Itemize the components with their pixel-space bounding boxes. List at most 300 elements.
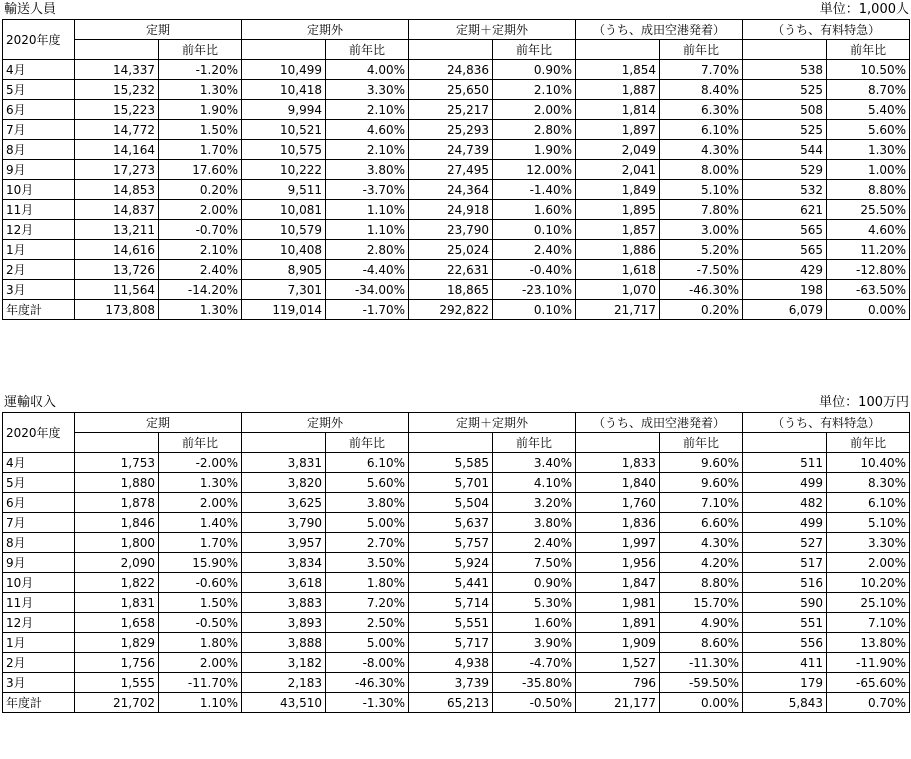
ratio-cell: 0.20% (159, 180, 242, 200)
ratio-cell: 8.60% (660, 633, 743, 653)
ratio-cell: 1.50% (159, 593, 242, 613)
ratio-cell: 5.60% (827, 120, 910, 140)
value-cell: 25,024 (409, 240, 493, 260)
value-cell: 10,418 (242, 80, 326, 100)
group-header-teikigai: 定期外 (242, 413, 409, 433)
ratio-cell: 15.90% (159, 553, 242, 573)
ratio-cell: -11.90% (827, 653, 910, 673)
ratio-subheader: 前年比 (660, 40, 743, 60)
ratio-subheader: 前年比 (159, 40, 242, 60)
ratio-cell: 5.10% (827, 513, 910, 533)
ratio-cell: -63.50% (827, 280, 910, 300)
row-label: 2月 (3, 653, 75, 673)
table-row (3, 160, 910, 180)
section-caption (2, 0, 909, 19)
value-cell: 3,957 (242, 533, 326, 553)
ratio-cell: 7.70% (660, 60, 743, 80)
value-cell: 3,625 (242, 493, 326, 513)
value-cell: 1,981 (576, 593, 660, 613)
value-cell: 532 (743, 180, 827, 200)
value-cell: 24,364 (409, 180, 493, 200)
value-cell: 3,834 (242, 553, 326, 573)
value-cell: 3,831 (242, 453, 326, 473)
table-row (3, 593, 910, 613)
table-row (3, 493, 910, 513)
group-header-narita: （うち、成田空港発着） (576, 413, 743, 433)
ratio-cell: 4.60% (827, 220, 910, 240)
ratio-cell: 2.80% (493, 120, 576, 140)
ratio-cell: 2.70% (326, 533, 409, 553)
value-cell: 429 (743, 260, 827, 280)
value-subheader (409, 433, 493, 453)
ratio-cell: -11.30% (660, 653, 743, 673)
ratio-cell: 0.70% (827, 693, 910, 713)
value-cell: 14,772 (75, 120, 159, 140)
row-label: 4月 (3, 60, 75, 80)
value-cell: 14,837 (75, 200, 159, 220)
ratio-subheader: 前年比 (827, 433, 910, 453)
ratio-subheader: 前年比 (326, 433, 409, 453)
value-cell: 3,618 (242, 573, 326, 593)
ratio-cell: -3.70% (326, 180, 409, 200)
ratio-cell: 2.40% (493, 533, 576, 553)
value-cell: 22,631 (409, 260, 493, 280)
value-cell: 621 (743, 200, 827, 220)
ratio-cell: 1.70% (159, 533, 242, 553)
value-cell: 119,014 (242, 300, 326, 320)
row-label: 10月 (3, 573, 75, 593)
group-header-express: （うち、有料特急） (743, 20, 910, 40)
ratio-cell: 5.60% (326, 473, 409, 493)
ratio-cell: 8.30% (827, 473, 910, 493)
row-label: 9月 (3, 160, 75, 180)
ratio-cell: 2.10% (326, 100, 409, 120)
table-row (3, 673, 910, 693)
value-cell: 8,905 (242, 260, 326, 280)
ratio-cell: 17.60% (159, 160, 242, 180)
ratio-cell: 1.80% (159, 633, 242, 653)
value-cell: 1,760 (576, 493, 660, 513)
ratio-cell: 0.20% (660, 300, 743, 320)
row-label: 12月 (3, 613, 75, 633)
value-cell: 14,853 (75, 180, 159, 200)
value-cell: 25,650 (409, 80, 493, 100)
group-header-total: 定期＋定期外 (409, 413, 576, 433)
ratio-cell: 1.90% (159, 100, 242, 120)
value-cell: 5,714 (409, 593, 493, 613)
passengers-table (2, 19, 910, 320)
value-cell: 10,575 (242, 140, 326, 160)
ratio-cell: 1.60% (493, 613, 576, 633)
row-label: 10月 (3, 180, 75, 200)
value-cell: 15,223 (75, 100, 159, 120)
ratio-cell: 13.80% (827, 633, 910, 653)
ratio-cell: 2.40% (493, 240, 576, 260)
value-cell: 1,909 (576, 633, 660, 653)
value-cell: 1,854 (576, 60, 660, 80)
row-label: 7月 (3, 513, 75, 533)
ratio-cell: 5.00% (326, 633, 409, 653)
ratio-cell: 1.90% (493, 140, 576, 160)
value-cell: 198 (743, 280, 827, 300)
ratio-subheader: 前年比 (493, 433, 576, 453)
section-title: 輸送人員 (4, 2, 57, 17)
ratio-cell: 25.10% (827, 593, 910, 613)
row-label: 7月 (3, 120, 75, 140)
value-cell: 179 (743, 673, 827, 693)
table-row (3, 453, 910, 473)
ratio-cell: 10.50% (827, 60, 910, 80)
value-cell: 2,049 (576, 140, 660, 160)
value-cell: 3,739 (409, 673, 493, 693)
ratio-cell: -1.20% (159, 60, 242, 80)
ratio-cell: 3.50% (326, 553, 409, 573)
table-row (3, 573, 910, 593)
ratio-cell: 1.10% (159, 693, 242, 713)
ratio-cell: 4.60% (326, 120, 409, 140)
table-row (3, 653, 910, 673)
unit-label: 単位：1,000人 (819, 2, 909, 17)
ratio-cell: -0.60% (159, 573, 242, 593)
ratio-cell: 5.20% (660, 240, 743, 260)
row-label: 1月 (3, 240, 75, 260)
value-cell: 1,527 (576, 653, 660, 673)
value-cell: 538 (743, 60, 827, 80)
value-cell: 511 (743, 453, 827, 473)
value-cell: 9,994 (242, 100, 326, 120)
ratio-cell: -4.70% (493, 653, 576, 673)
value-cell: 1,756 (75, 653, 159, 673)
group-header-teiki: 定期 (75, 413, 242, 433)
group-header-total: 定期＋定期外 (409, 20, 576, 40)
ratio-cell: -1.30% (326, 693, 409, 713)
group-header-express: （うち、有料特急） (743, 413, 910, 433)
value-cell: 1,822 (75, 573, 159, 593)
ratio-cell: 5.40% (827, 100, 910, 120)
value-cell: 3,888 (242, 633, 326, 653)
value-cell: 1,849 (576, 180, 660, 200)
value-cell: 1,753 (75, 453, 159, 473)
ratio-cell: 2.40% (159, 260, 242, 280)
revenue-section (2, 393, 909, 713)
ratio-cell: 1.30% (827, 140, 910, 160)
value-cell: 517 (743, 553, 827, 573)
ratio-cell: 1.30% (159, 80, 242, 100)
table-row (3, 140, 910, 160)
value-cell: 23,790 (409, 220, 493, 240)
ratio-cell: -23.10% (493, 280, 576, 300)
ratio-cell: 11.20% (827, 240, 910, 260)
ratio-cell: 15.70% (660, 593, 743, 613)
ratio-cell: 3.30% (827, 533, 910, 553)
value-cell: 1,847 (576, 573, 660, 593)
value-subheader (743, 40, 827, 60)
value-cell: 1,886 (576, 240, 660, 260)
row-label: 8月 (3, 140, 75, 160)
value-cell: 3,182 (242, 653, 326, 673)
table-row (3, 180, 910, 200)
ratio-cell: -7.50% (660, 260, 743, 280)
row-label: 3月 (3, 280, 75, 300)
ratio-cell: 3.80% (493, 513, 576, 533)
ratio-cell: -8.00% (326, 653, 409, 673)
ratio-cell: -65.60% (827, 673, 910, 693)
value-cell: 525 (743, 80, 827, 100)
ratio-cell: 6.10% (827, 493, 910, 513)
ratio-cell: 5.00% (326, 513, 409, 533)
ratio-cell: -14.20% (159, 280, 242, 300)
group-header-teiki: 定期 (75, 20, 242, 40)
ratio-cell: 6.60% (660, 513, 743, 533)
ratio-subheader: 前年比 (159, 433, 242, 453)
table-row (3, 473, 910, 493)
value-subheader (409, 40, 493, 60)
value-cell: 13,726 (75, 260, 159, 280)
value-cell: 3,883 (242, 593, 326, 613)
value-cell: 411 (743, 653, 827, 673)
ratio-cell: 1.80% (326, 573, 409, 593)
ratio-cell: 3.30% (326, 80, 409, 100)
ratio-cell: 1.30% (159, 473, 242, 493)
ratio-cell: 1.10% (326, 200, 409, 220)
value-cell: 1,997 (576, 533, 660, 553)
ratio-cell: -59.50% (660, 673, 743, 693)
ratio-cell: -0.40% (493, 260, 576, 280)
value-cell: 1,956 (576, 553, 660, 573)
value-cell: 544 (743, 140, 827, 160)
ratio-cell: -4.40% (326, 260, 409, 280)
ratio-cell: 7.10% (660, 493, 743, 513)
value-cell: 5,701 (409, 473, 493, 493)
value-cell: 508 (743, 100, 827, 120)
value-cell: 1,814 (576, 100, 660, 120)
table-row (3, 633, 910, 653)
ratio-cell: 2.10% (493, 80, 576, 100)
row-label: 5月 (3, 473, 75, 493)
value-subheader (242, 40, 326, 60)
table-row (3, 280, 910, 300)
value-cell: 24,739 (409, 140, 493, 160)
value-cell: 482 (743, 493, 827, 513)
ratio-cell: 2.10% (326, 140, 409, 160)
value-cell: 5,585 (409, 453, 493, 473)
ratio-cell: 7.20% (326, 593, 409, 613)
unit-label: 単位：100万円 (819, 395, 909, 410)
ratio-cell: 7.80% (660, 200, 743, 220)
ratio-cell: 3.00% (660, 220, 743, 240)
row-label: 6月 (3, 493, 75, 513)
value-cell: 43,510 (242, 693, 326, 713)
row-label: 11月 (3, 200, 75, 220)
value-cell: 24,836 (409, 60, 493, 80)
ratio-cell: 7.10% (827, 613, 910, 633)
ratio-cell: 4.10% (493, 473, 576, 493)
ratio-subheader: 前年比 (493, 40, 576, 60)
value-cell: 15,232 (75, 80, 159, 100)
value-cell: 10,408 (242, 240, 326, 260)
value-cell: 3,893 (242, 613, 326, 633)
table-row (3, 80, 910, 100)
table-row (3, 513, 910, 533)
ratio-cell: -12.80% (827, 260, 910, 280)
row-label: 11月 (3, 593, 75, 613)
value-cell: 1,897 (576, 120, 660, 140)
table-row (3, 533, 910, 553)
year-header: 2020年度 (3, 20, 75, 60)
ratio-cell: 1.70% (159, 140, 242, 160)
table-row (3, 613, 910, 633)
ratio-cell: 4.30% (660, 533, 743, 553)
row-label: 年度計 (3, 300, 75, 320)
ratio-cell: 4.00% (326, 60, 409, 80)
value-cell: 173,808 (75, 300, 159, 320)
ratio-cell: 8.80% (660, 573, 743, 593)
ratio-cell: -11.70% (159, 673, 242, 693)
value-cell: 25,217 (409, 100, 493, 120)
value-cell: 556 (743, 633, 827, 653)
value-cell: 6,079 (743, 300, 827, 320)
value-cell: 1,840 (576, 473, 660, 493)
ratio-cell: 8.70% (827, 80, 910, 100)
value-cell: 1,070 (576, 280, 660, 300)
value-cell: 5,637 (409, 513, 493, 533)
ratio-cell: -0.50% (159, 613, 242, 633)
value-cell: 10,579 (242, 220, 326, 240)
value-cell: 499 (743, 513, 827, 533)
ratio-cell: -0.50% (493, 693, 576, 713)
value-cell: 2,041 (576, 160, 660, 180)
value-subheader (576, 40, 660, 60)
value-cell: 21,717 (576, 300, 660, 320)
value-cell: 14,616 (75, 240, 159, 260)
value-cell: 796 (576, 673, 660, 693)
value-cell: 25,293 (409, 120, 493, 140)
row-label: 3月 (3, 673, 75, 693)
ratio-cell: 2.00% (493, 100, 576, 120)
value-cell: 5,717 (409, 633, 493, 653)
ratio-cell: 3.40% (493, 453, 576, 473)
value-cell: 21,702 (75, 693, 159, 713)
ratio-cell: 0.10% (493, 300, 576, 320)
table-row (3, 220, 910, 240)
value-cell: 5,843 (743, 693, 827, 713)
ratio-cell: 3.90% (493, 633, 576, 653)
ratio-cell: 4.30% (660, 140, 743, 160)
value-cell: 17,273 (75, 160, 159, 180)
ratio-cell: 4.90% (660, 613, 743, 633)
ratio-cell: 5.10% (660, 180, 743, 200)
value-cell: 1,618 (576, 260, 660, 280)
row-label: 1月 (3, 633, 75, 653)
ratio-cell: 2.00% (827, 553, 910, 573)
ratio-cell: 8.80% (827, 180, 910, 200)
value-cell: 5,504 (409, 493, 493, 513)
table-row (3, 553, 910, 573)
ratio-cell: 0.00% (660, 693, 743, 713)
value-cell: 525 (743, 120, 827, 140)
value-cell: 2,090 (75, 553, 159, 573)
value-cell: 4,938 (409, 653, 493, 673)
ratio-cell: 6.10% (660, 120, 743, 140)
ratio-cell: 0.10% (493, 220, 576, 240)
value-cell: 24,918 (409, 200, 493, 220)
value-cell: 565 (743, 240, 827, 260)
ratio-cell: 2.00% (159, 200, 242, 220)
row-label: 5月 (3, 80, 75, 100)
value-cell: 27,495 (409, 160, 493, 180)
value-cell: 10,081 (242, 200, 326, 220)
value-cell: 5,924 (409, 553, 493, 573)
group-header-teikigai: 定期外 (242, 20, 409, 40)
section-title: 運輸収入 (4, 395, 57, 410)
value-cell: 1,658 (75, 613, 159, 633)
row-label: 8月 (3, 533, 75, 553)
value-cell: 5,757 (409, 533, 493, 553)
value-cell: 14,164 (75, 140, 159, 160)
table-row (3, 240, 910, 260)
table-row (3, 260, 910, 280)
section-caption (2, 393, 909, 412)
ratio-cell: 6.30% (660, 100, 743, 120)
value-cell: 5,551 (409, 613, 493, 633)
ratio-subheader: 前年比 (660, 433, 743, 453)
ratio-cell: 2.80% (326, 240, 409, 260)
ratio-cell: 1.10% (326, 220, 409, 240)
ratio-cell: 3.20% (493, 493, 576, 513)
ratio-cell: 8.00% (660, 160, 743, 180)
value-cell: 516 (743, 573, 827, 593)
ratio-cell: -0.70% (159, 220, 242, 240)
ratio-cell: 10.40% (827, 453, 910, 473)
row-label: 9月 (3, 553, 75, 573)
ratio-cell: 1.50% (159, 120, 242, 140)
value-cell: 1,846 (75, 513, 159, 533)
value-subheader (242, 433, 326, 453)
ratio-cell: 2.50% (326, 613, 409, 633)
ratio-cell: 0.90% (493, 573, 576, 593)
value-cell: 11,564 (75, 280, 159, 300)
ratio-cell: 6.10% (326, 453, 409, 473)
value-cell: 10,499 (242, 60, 326, 80)
year-header: 2020年度 (3, 413, 75, 453)
value-cell: 7,301 (242, 280, 326, 300)
value-cell: 1,880 (75, 473, 159, 493)
value-subheader (743, 433, 827, 453)
value-cell: 1,891 (576, 613, 660, 633)
value-cell: 551 (743, 613, 827, 633)
value-cell: 9,511 (242, 180, 326, 200)
ratio-subheader: 前年比 (827, 40, 910, 60)
ratio-cell: 1.00% (827, 160, 910, 180)
row-label: 2月 (3, 260, 75, 280)
ratio-cell: 7.50% (493, 553, 576, 573)
value-cell: 590 (743, 593, 827, 613)
revenue-table (2, 412, 910, 713)
table-row (3, 693, 910, 713)
value-subheader (75, 40, 159, 60)
value-cell: 65,213 (409, 693, 493, 713)
passengers-section (2, 0, 909, 320)
ratio-cell: 3.80% (326, 160, 409, 180)
value-cell: 2,183 (242, 673, 326, 693)
ratio-cell: 3.80% (326, 493, 409, 513)
value-cell: 14,337 (75, 60, 159, 80)
value-cell: 1,836 (576, 513, 660, 533)
value-cell: 1,895 (576, 200, 660, 220)
value-cell: 10,222 (242, 160, 326, 180)
table-row (3, 120, 910, 140)
value-cell: 18,865 (409, 280, 493, 300)
